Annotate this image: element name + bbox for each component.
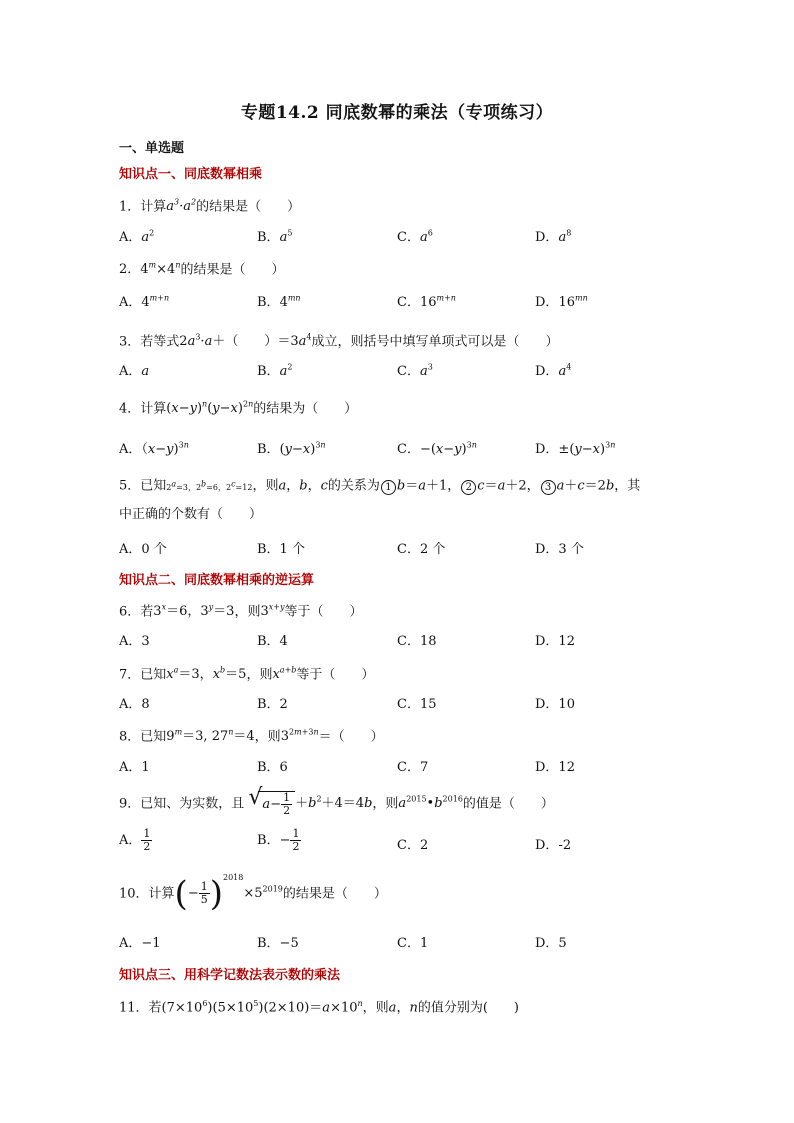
knowledge-point-2: 知识点二、同底数幂相乘的逆运算 xyxy=(119,573,315,588)
q4-option-a: A．（x−y)$^{3n}$ xyxy=(119,440,189,457)
q4-option-c: C．$-(x-y)^{3n}$ xyxy=(397,440,477,457)
q10-option-a: A．−1 xyxy=(119,936,161,951)
q10-option-c: C．1 xyxy=(397,936,429,951)
question-1 xyxy=(119,193,689,217)
q3-option-c: C．$a^3$ xyxy=(397,362,433,379)
q1-text: 1．计算 xyxy=(119,199,167,215)
q5-given: $2^a=3$，$2^b=6$，$2^c=12$ xyxy=(166,479,253,492)
q1-tail: 的结果是（ ） xyxy=(196,199,301,215)
q4-option-b: B．$(y-x)^{3n}$ xyxy=(257,440,326,457)
q8-option-a: A．1 xyxy=(119,760,150,775)
knowledge-point-3: 知识点三、用科学记数法表示数的乘法 xyxy=(119,968,341,983)
q1-option-b: B．$a^5$ xyxy=(257,228,293,245)
q9-option-a: A． $\frac{1}{2}$ xyxy=(119,827,151,853)
q3-option-b: B．$a^2$ xyxy=(257,362,293,379)
q6-option-d: D．12 xyxy=(535,634,575,649)
q5-option-a: A．0 个 xyxy=(119,542,167,557)
question-11: 11．若$(7\times 10^6)(5\times 10^5)(2\times 10)=a\times 10^n$，则a，n的值分别为( ) xyxy=(119,999,519,1016)
question-8: 8．已知$9^m=3$, $27^n=4$，则$3^{2m+3n}=$（ ） xyxy=(119,728,384,745)
q9-option-d: D．-2 xyxy=(535,838,572,853)
q8-option-b: B．6 xyxy=(257,760,288,775)
question-5-line-2: 中正确的个数有（ ） xyxy=(119,507,263,522)
question-7: 7．已知$x^a=3$，$x^b=5$，则$x^{a+b}$等于（ ） xyxy=(119,666,375,683)
q2-expr: 2．$4^m\times 4^n$ xyxy=(119,261,181,278)
q7-option-a: A．8 xyxy=(119,697,150,712)
q3-expr: $2a^3\cdot a+$（ ）$=3a^4$ xyxy=(179,333,312,350)
q2-tail: 的结果是（ ） xyxy=(180,262,285,278)
knowledge-point-1: 知识点一、同底数幂相乘 xyxy=(119,167,263,182)
q6-option-c: C．18 xyxy=(397,634,437,649)
q4-expr: $(x-y)^n(y-x)^{2n}$ xyxy=(166,400,254,417)
q1-option-d: D．$a^8$ xyxy=(535,228,572,245)
q2-option-a: A．$4^{m+n}$ xyxy=(119,293,170,310)
q5-option-c: C．2 个 xyxy=(397,542,446,557)
q10-option-d: D．5 xyxy=(535,936,567,951)
q1-expr: $a^3\cdot a^2$ xyxy=(166,198,197,215)
q6-option-a: A．3 xyxy=(119,634,150,649)
q7-option-b: B．2 xyxy=(257,697,288,712)
q5-option-d: D．3 个 xyxy=(535,542,584,557)
q8-option-d: D．12 xyxy=(535,760,575,775)
q7-option-c: C．15 xyxy=(397,697,437,712)
q3-option-a: A．a xyxy=(119,364,150,379)
q1-option-c: C．$a^6$ xyxy=(397,228,433,245)
q5-option-b: B．1 个 xyxy=(257,542,305,557)
question-2 xyxy=(119,256,689,280)
q6-option-b: B．4 xyxy=(257,634,288,649)
q3-option-d: D．$a^4$ xyxy=(535,362,572,379)
q8-option-c: C．7 xyxy=(397,760,429,775)
question-5: 5．已知$2^a=3$，$2^b=6$，$2^c=12$，则a，b，c的关系为 1 b＝a＋1， 2 c＝a＋2， 3 a＋c＝2b，其 xyxy=(119,478,641,494)
q2-option-d: D．$16^{mn}$ xyxy=(535,293,588,310)
section-heading: 一、单选题 xyxy=(119,141,185,156)
question-6: 6．若$3^x=6$，$3^y=3$，则$3^{x+y}$等于（ ） xyxy=(119,603,363,620)
question-4: 4．计算$(x-y)^n(y-x)^{2n}$的结果为（ ） xyxy=(119,400,358,417)
question-9: 9．已知、为实数，且 √ a− $\frac{1}{2}$ $+b^2+4=4b$，则$a^{2015}•b^{2016}$的值是（ ） xyxy=(119,790,689,817)
q2-option-c: C．$16^{m+n}$ xyxy=(397,293,456,310)
question-10: 10．计算(− $\frac{1}{5}$ )$^{2018}\times 5^{2019}$的结果是（ ） xyxy=(119,873,387,914)
q4-option-d: D．$\pm(y-x)^{3n}$ xyxy=(535,440,616,457)
q7-option-d: D．10 xyxy=(535,697,575,712)
q9-option-c: C．2 xyxy=(397,838,429,853)
page-title: 专题14.2 同底数幂的乘法（专项练习） xyxy=(240,103,554,123)
q10-option-b: B．−5 xyxy=(257,936,299,951)
q1-option-a: A．$a^2$ xyxy=(119,228,155,245)
question-3: 3．若等式$2a^3\cdot a+$（ ）$=3a^4$成立，则括号中填写单项式可以是（ ） xyxy=(119,333,559,350)
q2-option-b: B．$4^{mn}$ xyxy=(257,293,301,310)
q9-option-b: B．− $\frac{1}{2}$ xyxy=(257,827,300,853)
